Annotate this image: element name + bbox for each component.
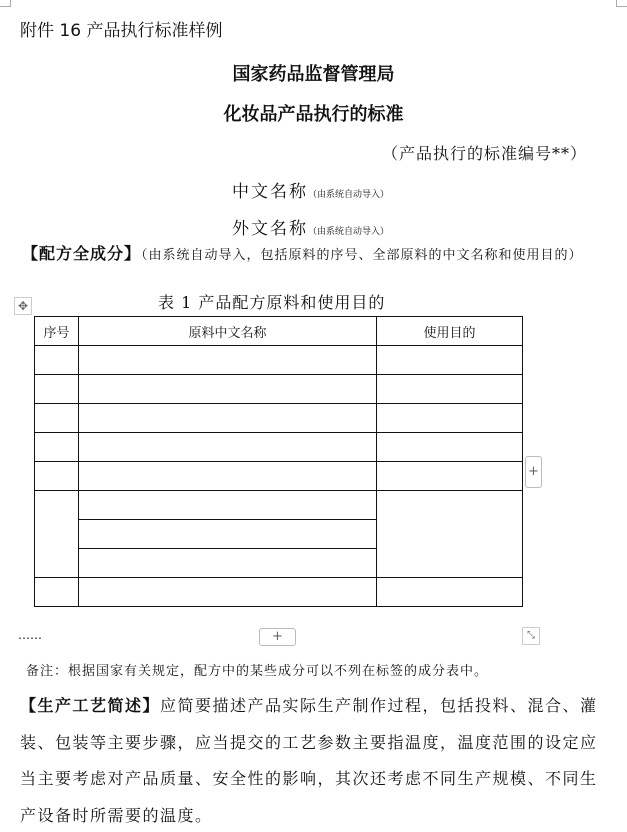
table-cell[interactable] xyxy=(377,433,523,462)
table-cell[interactable] xyxy=(377,346,523,375)
note-text: 备注：根据国家有关规定，配方中的某些成分可以不列在标签的成分表中。 xyxy=(26,664,489,679)
table-row xyxy=(35,375,523,404)
table-cell[interactable] xyxy=(35,462,79,491)
chinese-name-label: 中文名称 xyxy=(232,182,308,202)
table-cell[interactable] xyxy=(35,346,79,375)
formula-text: （由系统自动导入，包括原料的序号、全部原料的中文名称和使用目的） xyxy=(141,248,583,263)
table-caption: 表 1 产品配方原料和使用目的 xyxy=(158,293,386,312)
add-row-button[interactable]: + xyxy=(259,628,296,646)
standard-title: 化妆品产品执行的标准 xyxy=(223,104,404,125)
table-cell[interactable] xyxy=(79,462,377,491)
table-cell-merged[interactable] xyxy=(377,491,523,578)
table-cell[interactable] xyxy=(35,433,79,462)
table-cell[interactable] xyxy=(79,491,377,520)
standard-code: （产品执行的标准编号**） xyxy=(381,144,587,163)
table-cell[interactable] xyxy=(377,404,523,433)
foreign-name xyxy=(232,214,389,239)
table-row xyxy=(35,404,523,433)
table-cell[interactable] xyxy=(35,404,79,433)
table-move-handle-icon[interactable]: ✥ xyxy=(14,297,32,315)
table-cell[interactable] xyxy=(377,375,523,404)
formula-section xyxy=(22,244,602,265)
header-index: 序号 xyxy=(35,317,79,346)
table-cell[interactable] xyxy=(79,433,377,462)
table-cell[interactable] xyxy=(79,375,377,404)
process-section xyxy=(20,688,610,832)
table-cell-merged[interactable] xyxy=(35,491,79,578)
header-ingredient: 原料中文名称 xyxy=(79,317,377,346)
header-purpose: 使用目的 xyxy=(377,317,523,346)
agency-name: 国家药品监督管理局 xyxy=(232,64,395,85)
table-cell[interactable] xyxy=(79,404,377,433)
chinese-name-hint: （由系统自动导入） xyxy=(308,190,390,200)
margin-mark xyxy=(616,0,627,7)
formula-heading: 【配方全成分】 xyxy=(22,244,142,263)
table-cell[interactable] xyxy=(35,375,79,404)
foreign-name-label: 外文名称 xyxy=(232,219,308,239)
margin-mark xyxy=(0,0,11,7)
table-cell[interactable] xyxy=(79,549,377,578)
chinese-name xyxy=(232,177,389,202)
ellipsis: …… xyxy=(18,628,42,642)
table-cell[interactable] xyxy=(35,578,79,607)
process-heading: 【生产工艺简述】 xyxy=(20,696,161,715)
table-resize-handle-icon[interactable]: ⤡ xyxy=(522,627,540,645)
table-cell[interactable] xyxy=(79,520,377,549)
table-row xyxy=(35,346,523,375)
table-row xyxy=(35,462,523,491)
table-row xyxy=(35,433,523,462)
table-cell[interactable] xyxy=(377,462,523,491)
table-cell[interactable] xyxy=(79,346,377,375)
table-cell[interactable] xyxy=(377,578,523,607)
foreign-name-hint: （由系统自动导入） xyxy=(308,227,390,237)
table-header-row xyxy=(35,317,523,346)
table-row xyxy=(35,491,523,520)
formula-table xyxy=(34,316,523,607)
process-text: 应简要描述产品实际生产制作过程，包括投料、混合、灌装、包装等主要步骤，应当提交的工艺参数主要指温度，温度范围的设定应当主要考虑对产品质量、安全性的影响，其次还考虑不同生产规模、不同生产设备时所需要的温度。 xyxy=(20,696,598,825)
table-cell[interactable] xyxy=(79,578,377,607)
attachment-title: 附件 16 产品执行标准样例 xyxy=(20,21,223,41)
add-column-button[interactable]: + xyxy=(525,456,542,488)
table-row xyxy=(35,578,523,607)
